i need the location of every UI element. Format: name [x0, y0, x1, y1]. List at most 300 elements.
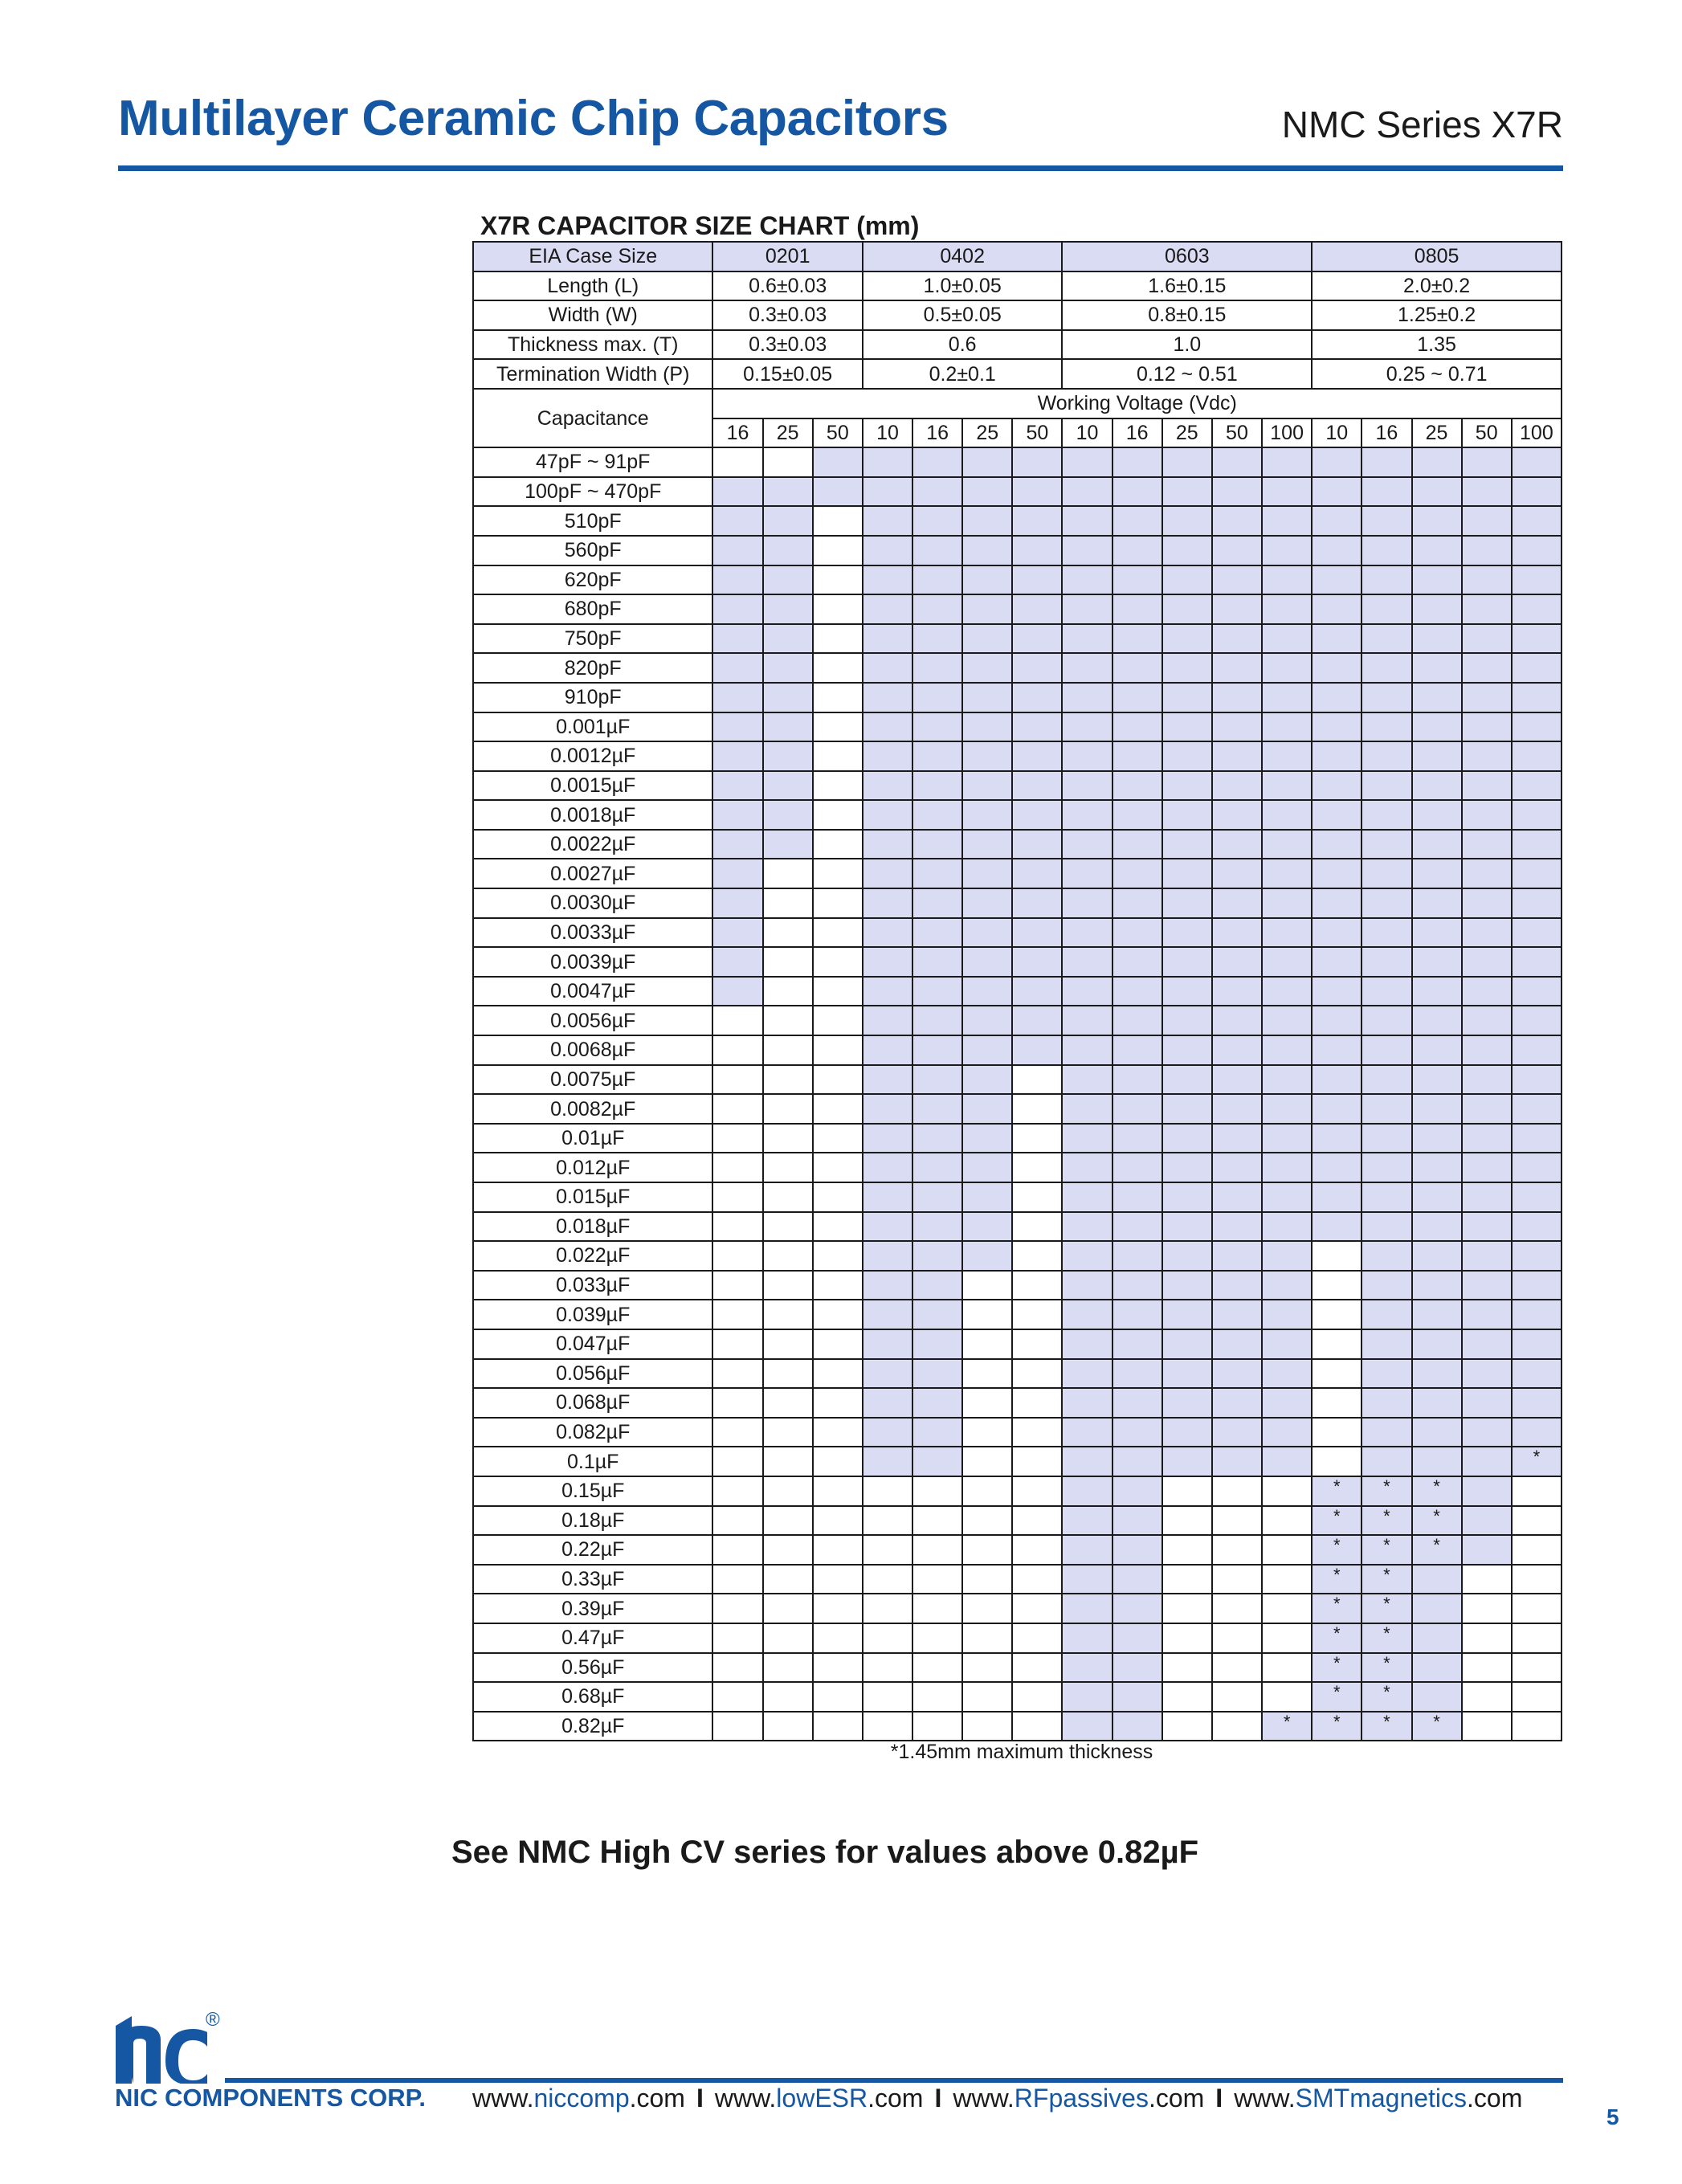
availability-cell	[712, 1124, 762, 1153]
availability-cell	[813, 1535, 863, 1565]
availability-cell	[712, 1182, 762, 1212]
availability-cell	[813, 888, 863, 918]
availability-cell	[1212, 1388, 1262, 1418]
availability-cell	[712, 1300, 762, 1329]
spec-value: 0201	[712, 242, 862, 271]
availability-cell	[1062, 1271, 1112, 1300]
availability-cell	[1212, 1623, 1262, 1653]
availability-cell	[712, 536, 762, 565]
availability-cell	[962, 1212, 1012, 1242]
availability-cell	[1462, 918, 1512, 948]
availability-cell	[1212, 712, 1262, 742]
availability-cell	[912, 1447, 962, 1476]
availability-cell	[1112, 1153, 1162, 1182]
availability-cell	[912, 947, 962, 977]
availability-cell	[1012, 1182, 1062, 1212]
availability-cell	[1012, 741, 1062, 771]
availability-cell	[1262, 977, 1312, 1006]
availability-cell	[1512, 1329, 1562, 1359]
availability-cell	[1462, 977, 1512, 1006]
availability-cell	[1062, 477, 1112, 507]
availability-cell	[1362, 1182, 1411, 1212]
max-thickness-mark: *	[1412, 1506, 1462, 1536]
availability-cell	[1362, 477, 1411, 507]
availability-cell	[912, 1271, 962, 1300]
availability-cell	[763, 712, 813, 742]
availability-cell	[712, 1535, 762, 1565]
availability-cell	[1212, 1006, 1262, 1035]
availability-cell	[1162, 1094, 1212, 1124]
availability-cell	[1162, 1418, 1212, 1447]
availability-cell	[1262, 1476, 1312, 1506]
availability-cell	[1262, 477, 1312, 507]
spec-value: 0.3±0.03	[712, 330, 862, 360]
capacitance-value: 910pF	[473, 683, 712, 712]
availability-cell	[863, 918, 912, 948]
availability-cell	[863, 741, 912, 771]
availability-cell	[1512, 653, 1562, 683]
capacitance-value: 0.082µF	[473, 1418, 712, 1447]
availability-cell	[763, 800, 813, 830]
availability-cell	[912, 1418, 962, 1447]
availability-cell	[1062, 947, 1112, 977]
availability-cell	[1462, 1065, 1512, 1095]
spec-row	[473, 330, 1562, 360]
table-row	[473, 800, 1562, 830]
availability-cell	[1362, 830, 1411, 859]
availability-cell	[962, 800, 1012, 830]
spec-row	[473, 242, 1562, 271]
availability-cell	[962, 1182, 1012, 1212]
availability-cell	[1262, 1329, 1312, 1359]
availability-cell	[813, 624, 863, 654]
availability-cell	[912, 594, 962, 624]
availability-cell	[1262, 1124, 1312, 1153]
availability-cell	[962, 1653, 1012, 1683]
availability-cell	[912, 1212, 962, 1242]
website-link[interactable]: www.lowESR.com	[714, 2084, 924, 2113]
voltage-value: 50	[1012, 418, 1062, 448]
capacitance-value: 0.56µF	[473, 1653, 712, 1683]
availability-cell	[1362, 1006, 1411, 1035]
availability-cell	[863, 1241, 912, 1271]
availability-cell	[763, 888, 813, 918]
availability-cell	[863, 1300, 912, 1329]
availability-cell	[1212, 1359, 1262, 1389]
availability-cell	[1212, 653, 1262, 683]
max-thickness-mark: *	[1362, 1535, 1411, 1565]
availability-cell	[763, 859, 813, 888]
availability-cell	[1262, 830, 1312, 859]
capacitance-value: 820pF	[473, 653, 712, 683]
availability-cell	[763, 624, 813, 654]
availability-cell	[962, 683, 1012, 712]
availability-cell	[813, 1506, 863, 1536]
availability-cell	[1012, 1241, 1062, 1271]
availability-cell	[1062, 1594, 1112, 1623]
availability-cell	[1362, 1035, 1411, 1065]
availability-cell	[1062, 1006, 1112, 1035]
spec-value: 0.15±0.05	[712, 359, 862, 389]
table-row	[473, 536, 1562, 565]
availability-cell	[1062, 1623, 1112, 1653]
availability-cell	[1062, 1153, 1112, 1182]
max-thickness-mark: *	[1312, 1623, 1362, 1653]
availability-cell	[813, 1035, 863, 1065]
availability-cell	[1512, 1241, 1562, 1271]
capacitance-value: 0.022µF	[473, 1241, 712, 1271]
availability-cell	[1012, 1329, 1062, 1359]
availability-cell	[813, 1447, 863, 1476]
availability-cell	[912, 1682, 962, 1712]
availability-cell	[1512, 1565, 1562, 1594]
availability-cell	[1512, 1594, 1562, 1623]
availability-cell	[1062, 1506, 1112, 1536]
availability-cell	[1262, 1359, 1312, 1389]
max-thickness-mark: *	[1312, 1594, 1362, 1623]
availability-cell	[912, 800, 962, 830]
availability-cell	[1012, 594, 1062, 624]
availability-cell	[1162, 1565, 1212, 1594]
availability-cell	[1262, 565, 1312, 595]
availability-cell	[1062, 624, 1112, 654]
availability-cell	[1212, 1476, 1262, 1506]
capacitance-header: Capacitance	[473, 389, 712, 447]
availability-cell	[1012, 683, 1062, 712]
availability-cell	[1412, 888, 1462, 918]
availability-cell	[813, 859, 863, 888]
availability-cell	[912, 1241, 962, 1271]
availability-cell	[1412, 918, 1462, 948]
availability-cell	[712, 624, 762, 654]
capacitance-value: 680pF	[473, 594, 712, 624]
availability-cell	[763, 830, 813, 859]
availability-cell	[1162, 1271, 1212, 1300]
availability-cell	[1412, 447, 1462, 477]
availability-cell	[813, 771, 863, 801]
availability-cell	[1462, 1006, 1512, 1035]
voltage-value: 10	[1062, 418, 1112, 448]
availability-cell	[813, 1094, 863, 1124]
availability-cell	[763, 1712, 813, 1741]
voltage-value: 16	[1362, 418, 1411, 448]
availability-cell	[912, 1565, 962, 1594]
availability-cell	[962, 771, 1012, 801]
availability-cell	[1162, 1182, 1212, 1212]
availability-cell	[1462, 653, 1512, 683]
availability-cell	[1112, 1006, 1162, 1035]
availability-cell	[1312, 1182, 1362, 1212]
availability-cell	[813, 918, 863, 948]
availability-cell	[1162, 1035, 1212, 1065]
availability-cell	[1312, 536, 1362, 565]
availability-cell	[962, 1153, 1012, 1182]
availability-cell	[1512, 1065, 1562, 1095]
availability-cell	[1012, 1212, 1062, 1242]
availability-cell	[813, 1418, 863, 1447]
table-row	[473, 624, 1562, 654]
availability-cell	[1412, 683, 1462, 712]
availability-cell	[712, 1271, 762, 1300]
voltage-value: 25	[1162, 418, 1212, 448]
availability-cell	[1212, 1447, 1262, 1476]
availability-cell	[1212, 859, 1262, 888]
availability-cell	[912, 653, 962, 683]
availability-cell	[1062, 712, 1112, 742]
availability-cell	[1062, 1329, 1112, 1359]
availability-cell	[712, 1565, 762, 1594]
availability-cell	[1162, 1535, 1212, 1565]
availability-cell	[1312, 888, 1362, 918]
availability-cell	[1062, 1535, 1112, 1565]
availability-cell	[1362, 624, 1411, 654]
voltage-value: 16	[912, 418, 962, 448]
availability-cell	[1312, 830, 1362, 859]
availability-cell	[1062, 653, 1112, 683]
availability-cell	[1412, 771, 1462, 801]
availability-cell	[912, 1359, 962, 1389]
availability-cell	[1362, 1418, 1411, 1447]
availability-cell	[1062, 1359, 1112, 1389]
availability-cell	[1362, 1359, 1411, 1389]
availability-cell	[712, 1623, 762, 1653]
availability-cell	[863, 977, 912, 1006]
availability-cell	[1162, 477, 1212, 507]
availability-cell	[1412, 712, 1462, 742]
availability-cell	[1062, 771, 1112, 801]
availability-cell	[1262, 536, 1312, 565]
availability-cell	[1512, 477, 1562, 507]
availability-cell	[1512, 624, 1562, 654]
capacitance-value: 0.01µF	[473, 1124, 712, 1153]
spec-value: 0402	[863, 242, 1063, 271]
link-separator: I	[934, 2084, 942, 2113]
availability-cell	[1162, 506, 1212, 536]
availability-cell	[712, 1447, 762, 1476]
spec-value: 1.6±0.15	[1062, 271, 1312, 301]
availability-cell	[1212, 1506, 1262, 1536]
capacitance-value: 0.018µF	[473, 1212, 712, 1242]
availability-cell	[962, 536, 1012, 565]
availability-cell	[1112, 1476, 1162, 1506]
table-row	[473, 1594, 1562, 1623]
availability-cell	[1362, 800, 1411, 830]
availability-cell	[1062, 1124, 1112, 1153]
availability-cell	[863, 565, 912, 595]
availability-cell	[912, 918, 962, 948]
availability-cell	[1112, 1182, 1162, 1212]
website-link[interactable]: www.SMTmagnetics.com	[1234, 2084, 1523, 2113]
availability-cell	[712, 1065, 762, 1095]
availability-cell	[912, 447, 962, 477]
availability-cell	[1062, 1712, 1112, 1741]
spec-value: 1.0±0.05	[863, 271, 1063, 301]
availability-cell	[1162, 1065, 1212, 1095]
availability-cell	[1012, 506, 1062, 536]
availability-cell	[712, 1682, 762, 1712]
availability-cell	[1462, 1035, 1512, 1065]
availability-cell	[813, 1300, 863, 1329]
availability-cell	[813, 1653, 863, 1683]
max-thickness-mark: *	[1362, 1653, 1411, 1683]
availability-cell	[712, 1418, 762, 1447]
availability-cell	[863, 1124, 912, 1153]
availability-cell	[1312, 1094, 1362, 1124]
availability-cell	[912, 1035, 962, 1065]
availability-cell	[1512, 1359, 1562, 1389]
availability-cell	[863, 1182, 912, 1212]
website-link[interactable]: www.niccomp.com	[472, 2084, 685, 2113]
availability-cell	[712, 477, 762, 507]
availability-cell	[1312, 741, 1362, 771]
availability-cell	[1262, 800, 1312, 830]
availability-cell	[763, 1418, 813, 1447]
availability-cell	[1012, 1682, 1062, 1712]
availability-cell	[1212, 1653, 1262, 1683]
availability-cell	[962, 1682, 1012, 1712]
table-row	[473, 1682, 1562, 1712]
availability-cell	[1062, 506, 1112, 536]
footer-links	[472, 2084, 1522, 2113]
availability-cell	[763, 1653, 813, 1683]
availability-cell	[1012, 565, 1062, 595]
availability-cell	[1112, 918, 1162, 948]
spec-value: 0.8±0.15	[1062, 300, 1312, 330]
capacitance-value: 0.0056µF	[473, 1006, 712, 1035]
website-link[interactable]: www.RFpassives.com	[953, 2084, 1205, 2113]
availability-cell	[962, 477, 1012, 507]
availability-cell	[1162, 1447, 1212, 1476]
table-row	[473, 771, 1562, 801]
availability-cell	[1112, 977, 1162, 1006]
availability-cell	[1212, 1329, 1262, 1359]
availability-cell	[1412, 830, 1462, 859]
availability-cell	[1362, 1447, 1411, 1476]
availability-cell	[712, 918, 762, 948]
availability-cell	[712, 771, 762, 801]
availability-cell	[962, 1388, 1012, 1418]
availability-cell	[712, 447, 762, 477]
availability-cell	[1512, 565, 1562, 595]
availability-cell	[1462, 1535, 1512, 1565]
availability-cell	[813, 1682, 863, 1712]
availability-cell	[1112, 653, 1162, 683]
availability-cell	[1512, 800, 1562, 830]
availability-cell	[1412, 1153, 1462, 1182]
availability-cell	[1062, 1565, 1112, 1594]
availability-cell	[712, 594, 762, 624]
voltage-value: 10	[1312, 418, 1362, 448]
availability-cell	[813, 594, 863, 624]
availability-cell	[1412, 1653, 1462, 1683]
availability-cell	[1212, 947, 1262, 977]
availability-cell	[1062, 1212, 1112, 1242]
availability-cell	[1312, 565, 1362, 595]
availability-cell	[1212, 1418, 1262, 1447]
availability-cell	[1012, 1094, 1062, 1124]
availability-cell	[1062, 918, 1112, 948]
capacitance-value: 0.15µF	[473, 1476, 712, 1506]
max-thickness-mark: *	[1312, 1565, 1362, 1594]
availability-cell	[1412, 1329, 1462, 1359]
availability-cell	[1262, 1506, 1312, 1536]
availability-cell	[1012, 653, 1062, 683]
spec-value: 1.35	[1312, 330, 1562, 360]
availability-cell	[813, 1623, 863, 1653]
availability-cell	[1112, 1506, 1162, 1536]
availability-cell	[1362, 918, 1411, 948]
capacitance-value: 0.47µF	[473, 1623, 712, 1653]
availability-cell	[1462, 1124, 1512, 1153]
availability-cell	[1462, 1506, 1512, 1536]
availability-cell	[712, 888, 762, 918]
availability-cell	[1162, 594, 1212, 624]
availability-cell	[1362, 1300, 1411, 1329]
max-thickness-mark: *	[1412, 1712, 1462, 1741]
table-row	[473, 1388, 1562, 1418]
availability-cell	[813, 1212, 863, 1242]
availability-cell	[1462, 683, 1512, 712]
availability-cell	[1012, 477, 1062, 507]
availability-cell	[1062, 800, 1112, 830]
availability-cell	[813, 683, 863, 712]
availability-cell	[1312, 594, 1362, 624]
availability-cell	[1512, 1418, 1562, 1447]
availability-cell	[712, 1594, 762, 1623]
availability-cell	[1512, 918, 1562, 948]
capacitance-value: 0.0075µF	[473, 1065, 712, 1095]
availability-cell	[1262, 1035, 1312, 1065]
table-row	[473, 1065, 1562, 1095]
availability-cell	[1262, 1653, 1312, 1683]
availability-cell	[763, 477, 813, 507]
availability-cell	[1212, 1682, 1262, 1712]
availability-cell	[1212, 830, 1262, 859]
max-thickness-mark: *	[1312, 1506, 1362, 1536]
availability-cell	[1262, 1447, 1312, 1476]
availability-cell	[1412, 624, 1462, 654]
availability-cell	[1262, 1212, 1312, 1242]
availability-cell	[1262, 947, 1312, 977]
availability-cell	[912, 1124, 962, 1153]
availability-cell	[763, 1124, 813, 1153]
table-row	[473, 741, 1562, 771]
availability-cell	[962, 653, 1012, 683]
availability-cell	[1062, 1653, 1112, 1683]
availability-cell	[1512, 447, 1562, 477]
availability-cell	[962, 1241, 1012, 1271]
max-thickness-mark: *	[1362, 1594, 1411, 1623]
capacitance-value: 0.39µF	[473, 1594, 712, 1623]
spec-value: 0.5±0.05	[863, 300, 1063, 330]
table-row	[473, 1241, 1562, 1271]
availability-cell	[1012, 977, 1062, 1006]
capacitance-value: 0.0030µF	[473, 888, 712, 918]
availability-cell	[813, 1565, 863, 1594]
availability-cell	[1012, 771, 1062, 801]
availability-cell	[1112, 536, 1162, 565]
spec-value: 0.6±0.03	[712, 271, 862, 301]
table-row	[473, 1623, 1562, 1653]
availability-cell	[1012, 947, 1062, 977]
availability-cell	[1462, 536, 1512, 565]
availability-cell	[1112, 594, 1162, 624]
availability-cell	[1062, 1388, 1112, 1418]
availability-cell	[763, 771, 813, 801]
capacitance-value: 0.82µF	[473, 1712, 712, 1741]
availability-cell	[1512, 1682, 1562, 1712]
availability-cell	[1062, 859, 1112, 888]
